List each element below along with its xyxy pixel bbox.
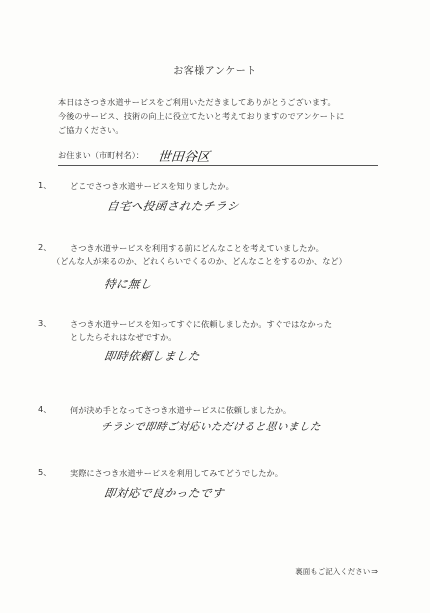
- question-number: 3、: [38, 318, 52, 328]
- answer-1[interactable]: 自宅へ投函されたチラシ: [106, 199, 240, 213]
- answer-4[interactable]: チラシで即時ご対応いただけると思いました: [100, 421, 322, 433]
- question-number: 5、: [38, 467, 52, 477]
- question-subtext: としたらそれはなぜですか。: [70, 332, 177, 342]
- question-text: どこでさつき水道サービスを知りましたか。: [70, 181, 234, 191]
- question-number: 2、: [38, 242, 52, 252]
- answer-2[interactable]: 特に無し: [103, 277, 153, 291]
- intro-line-3: ご協力ください。: [58, 125, 124, 135]
- question-number: 1、: [38, 180, 52, 190]
- footer-note: [295, 566, 378, 577]
- intro-text: [58, 95, 398, 137]
- address-value: 世田谷区: [157, 150, 211, 165]
- page-title: お客様アンケート: [173, 66, 257, 77]
- address-label: お住まい（市町村名）：: [58, 150, 144, 160]
- question-number: 4、: [38, 404, 52, 414]
- arrow-right-icon: ⇒: [371, 567, 378, 576]
- question-text: 実際にさつき水道サービスを利用してみてどうでしたか。: [70, 468, 283, 478]
- answer-3[interactable]: 即時依頼しました: [103, 349, 201, 363]
- question-text: さつき水道サービスを知ってすぐに依頼しましたか。すぐではなかった: [70, 319, 333, 329]
- question-text: 何が決め手となってさつき水道サービスに依頼しましたか。: [70, 405, 292, 415]
- intro-line-2: 今後のサービス、技術の向上に役立てたいと考えておりますのでアンケートに: [58, 111, 345, 121]
- intro-line-1: 本日はさつき水道サービスをご利用いただきましてありがとうございます。: [58, 97, 336, 107]
- address-field[interactable]: [58, 147, 378, 166]
- answer-5[interactable]: 即対応で良かったです: [103, 486, 225, 500]
- question-subtext: （どんな人が来るのか、どれくらいでくるのか、どんなことをするのか、など）: [52, 256, 347, 266]
- footer-label: 裏面もご記入ください: [295, 567, 371, 576]
- question-text: さつき水道サービスを利用する前にどんなことを考えていましたか。: [70, 243, 324, 253]
